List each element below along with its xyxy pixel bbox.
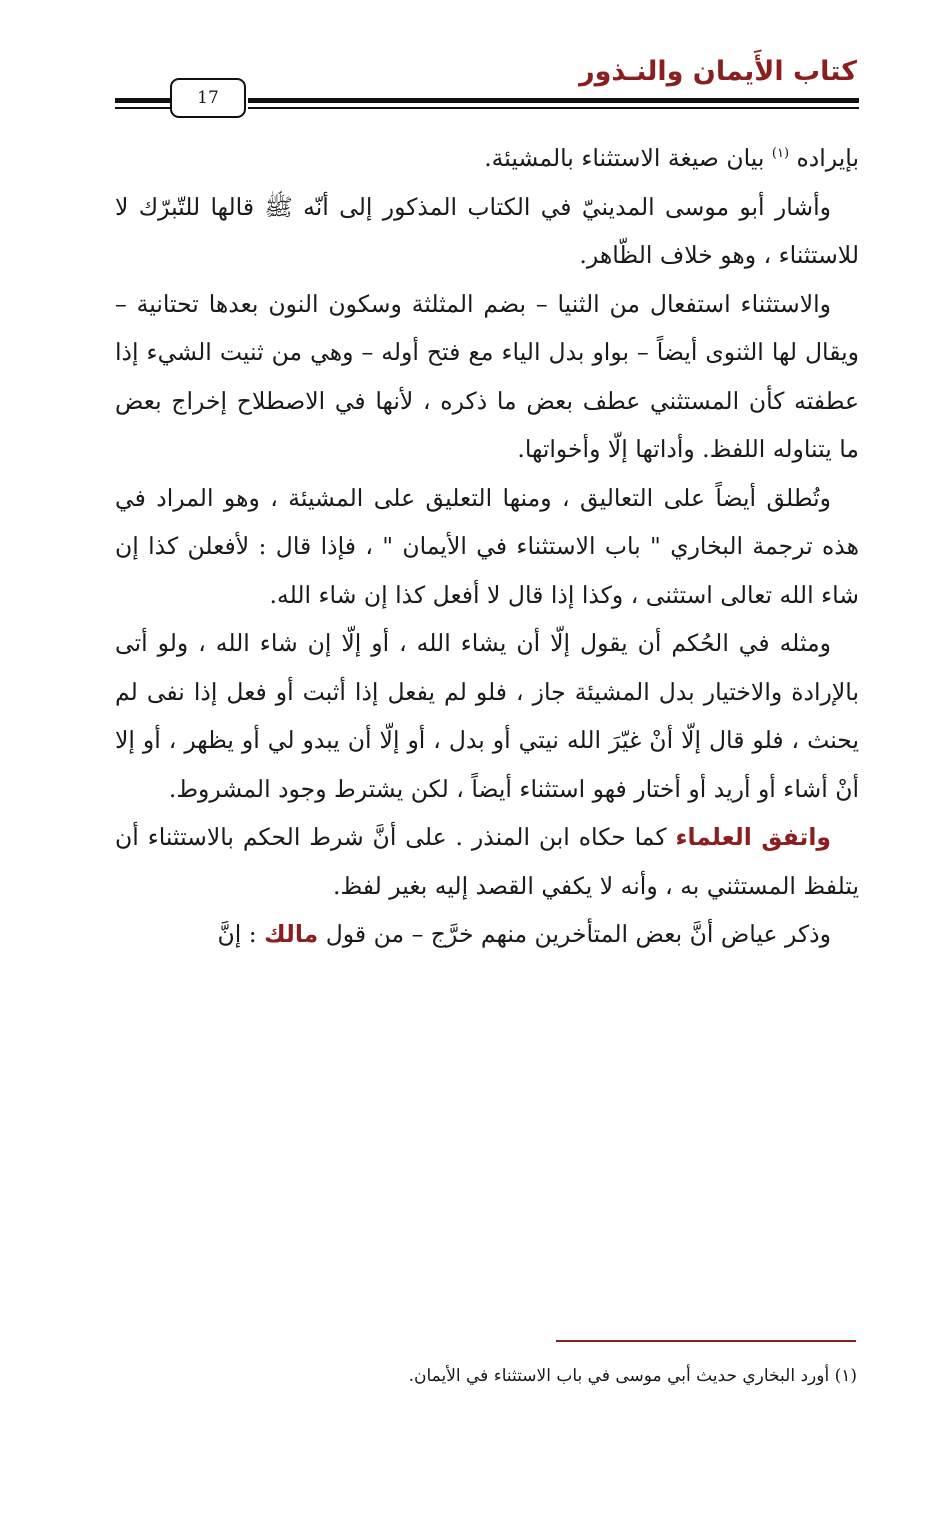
paragraph-7-end: : إنَّ bbox=[217, 920, 265, 948]
book-title: كتاب الأَيمان والنـذور bbox=[579, 56, 857, 87]
paragraph-7-start: وذكر عياض أنَّ بعض المتأخرين منهم خرَّج – من قول bbox=[318, 920, 831, 948]
paragraph-4: وتُطلق أيضاً على التعاليق ، ومنها التعليق على المشيئة ، وهو المراد في هذه ترجمة البخاري " باب الاستثناء في الأيمان " ، فإذا قال : لأفعلن كذا إن شاء الله تعالى استثنى ، وكذا إذا قال لا أفعل كذا إن شاء الله. bbox=[115, 483, 859, 609]
paragraph-6 bbox=[115, 813, 859, 910]
header-rule-left-thick bbox=[115, 98, 171, 103]
paragraph-6-text: كما حكاه ابن المنذر . على أنَّ شرط الحكم بالاستثناء أن يتلفظ المستثني به ، وأنه لا يكفي القصد إليه بغير لفظ. bbox=[115, 823, 859, 900]
main-text bbox=[115, 134, 859, 959]
header-rule-left-thin bbox=[115, 107, 171, 109]
header-rule-thick bbox=[248, 98, 859, 103]
footnote-divider bbox=[556, 1340, 856, 1342]
paragraph-7 bbox=[115, 910, 859, 959]
highlight-name: مالك bbox=[264, 920, 319, 948]
highlight-lead: واتفق العلماء bbox=[675, 823, 831, 851]
header-rule-thin bbox=[248, 107, 859, 109]
paragraph-2: وأشار أبو موسى المدينيّ في الكتاب المذكور إلى أنّه ﷺ قالها للتّبرّك لا للاستثناء ، وهو خلاف الظّاهر. bbox=[115, 192, 859, 269]
paragraph-3: والاستثناء استفعال من الثنيا – بضم المثلثة وسكون النون بعدها تحتانية – ويقال لها الثنوى أيضاً – بواو بدل الياء مع فتح أوله – وهي من ثنيت الشيء إذا عطفته كأن المستثني عطف بعض ما ذكره ، لأنها في الاصطلاح إخراج بعض ما يتناوله اللفظ. وأداتها إلّا وأخواتها. bbox=[115, 289, 859, 463]
paragraph-1 bbox=[115, 134, 859, 183]
page-number: 17 bbox=[170, 78, 246, 118]
paragraph-5: ومثله في الحُكم أن يقول إلّا أن يشاء الله ، أو إلّا إن شاء الله ، ولو أتى بالإرادة والاختيار بدل المشيئة جاز ، فلو لم يفعل إذا أثبت أو فعل إذا نفى لم يحنث ، فلو قال إلّا أنْ غيّرَ الله نيتي أو بدل ، أو إلّا أن يبدو لي أو يظهر ، أو إلا أنْ أشاء أو أريد أو أختار فهو استثناء أيضاً ، لكن يشترط وجود المشروط. bbox=[115, 629, 859, 803]
paragraph-1-start: بإيراده bbox=[789, 144, 859, 172]
footnote-ref[interactable]: (١) bbox=[771, 146, 790, 162]
footnote: (١) أورد البخاري حديث أبي موسى في باب الاستثناء في الأيمان. bbox=[408, 1366, 857, 1386]
paragraph-1-end: بيان صيغة الاستثناء بالمشيئة. bbox=[484, 144, 772, 172]
